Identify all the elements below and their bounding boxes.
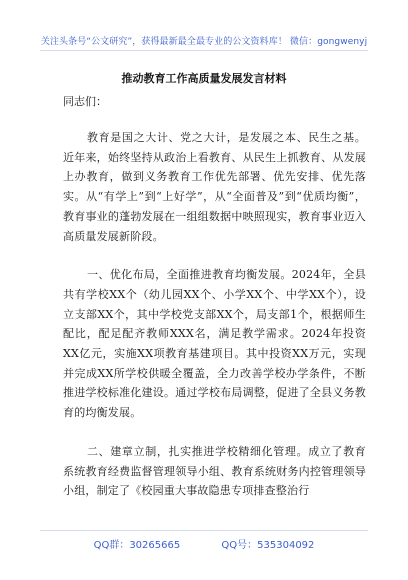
- qq-group-number: QQ群：30265665: [93, 540, 181, 551]
- header-divider: [40, 50, 368, 51]
- paragraph-section-1: 一、优化布局，全面推进教育均衡发展。2024年，全县共有学校XX个（幼儿园XX个、小学XX个、中学XX个），设立支部XX个，其中学校党支部XX个，局支部1个，根据师生配比，配足配齐教师XXX名，满足教学需求。2024年投资XX亿元，实施XX项教育基建项目。其中投资XX万元，实现并完成XX所学校供暖全覆盖，全力改善学校办学条件，不断推进学校标准化建设。通过学校布局调整，促进了全县义务教育的均衡发展。: [63, 268, 366, 420]
- footer-divider: [40, 530, 368, 531]
- salutation: 同志们：: [63, 95, 107, 108]
- footer-contact: [0, 536, 408, 551]
- document-body: [63, 92, 366, 501]
- promo-banner: 关注头条号“公文研究”，获得最新最全最专业的公文资料库！ 微信：gongwenyj: [40, 37, 368, 47]
- document-title: 推动教育工作高质量发展发言材料: [121, 72, 287, 85]
- paragraph-section-2: 二、建章立制，扎实推进学校精细化管理。成立了教育系统教育经费监督管理领导小组、教育系统财务内控管理领导小组，制定了《校园重大事故隐患专项排查整治行: [63, 444, 366, 498]
- paragraph-intro: 教育是国之大计、党之大计，是发展之本、民生之基。近年来，始终坚持从政治上看教育、从民生上抓教育、从发展上办教育，做到义务教育工作优先部署、优先安排、优先落实。从“有学上”到“上好学”，从“全面普及”到“优质均衡”，教育事业的蓬勃发展在一组组数据中映照现实，教育事业迈入高质量发展新阶段。: [63, 131, 366, 243]
- qq-account-number: QQ号：535304092: [221, 540, 315, 551]
